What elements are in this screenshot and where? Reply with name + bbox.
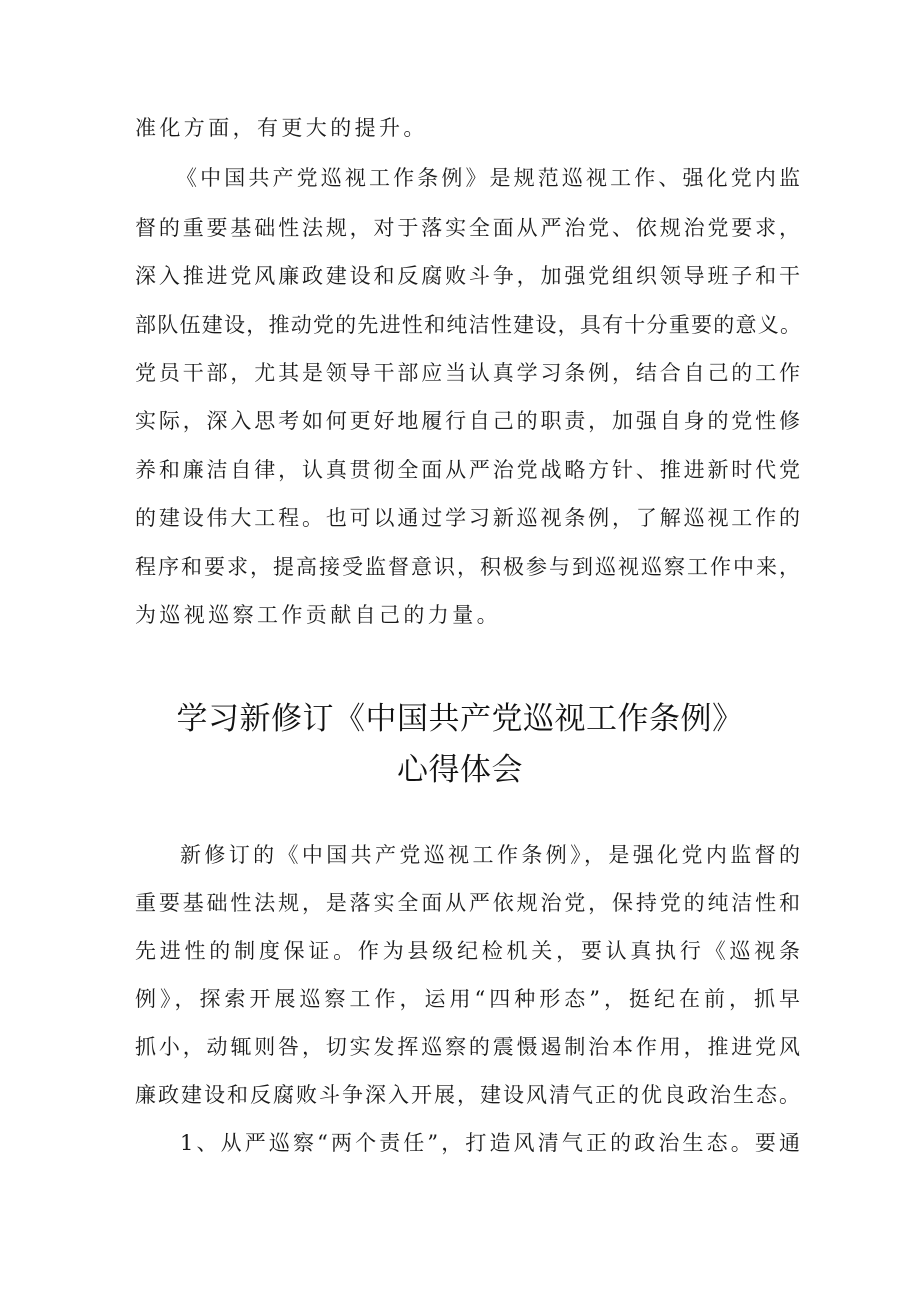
- body-text-line: 廉政建设和反腐败斗争深入开展，建设风清气正的优良政治生态。: [135, 1083, 800, 1107]
- body-text-line: 新修订的《中国共产党巡视工作条例》，是强化党内监督的: [180, 843, 800, 867]
- body-text-line: 部队伍建设，推动党的先进性和纯洁性建设，具有十分重要的意义。: [135, 313, 800, 337]
- body-text-line: 深入推进党风廉政建设和反腐败斗争，加强党组织领导班子和干: [135, 264, 800, 288]
- page-title-line2: 心得体会: [397, 752, 523, 788]
- body-text-line: 养和廉洁自律，认真贯彻全面从严治党战略方针、推进新时代党: [135, 458, 800, 482]
- body-text-line: 实际，深入思考如何更好地履行自己的职责，加强自身的党性修: [135, 409, 800, 433]
- body-text-line: 1、从严巡察“两个责任”，打造风清气正的政治生态。要通: [180, 1131, 800, 1155]
- body-text-line: 的建设伟大工程。也可以通过学习新巡视条例，了解巡视工作的: [135, 506, 800, 530]
- body-text-line: 督的重要基础性法规，对于落实全面从严治党、依规治党要求，: [135, 216, 800, 240]
- body-text-line: 重要基础性法规，是落实全面从严依规治党，保持党的纯洁性和: [135, 891, 800, 915]
- body-text-line: 《中国共产党巡视工作条例》是规范巡视工作、强化党内监: [176, 166, 800, 190]
- body-text-line: 准化方面，有更大的提升。: [135, 116, 428, 140]
- page-title: 学习新修订《中国共产党巡视工作条例》: [176, 701, 744, 737]
- body-text-line: 为巡视巡察工作贡献自己的力量。: [135, 603, 501, 627]
- body-text-line: 例》，探索开展巡察工作，运用“四种形态”，挺纪在前，抓早: [135, 987, 800, 1011]
- body-text-line: 党员干部，尤其是领导干部应当认真学习条例，结合自己的工作: [135, 361, 800, 385]
- body-text-line: 程序和要求，提高接受监督意识，积极参与到巡视巡察工作中来，: [135, 555, 800, 579]
- body-text-line: 抓小，动辄则咎，切实发挥巡察的震慑遏制治本作用，推进党风: [135, 1035, 800, 1059]
- body-text-line: 先进性的制度保证。作为县级纪检机关，要认真执行《巡视条: [135, 939, 800, 963]
